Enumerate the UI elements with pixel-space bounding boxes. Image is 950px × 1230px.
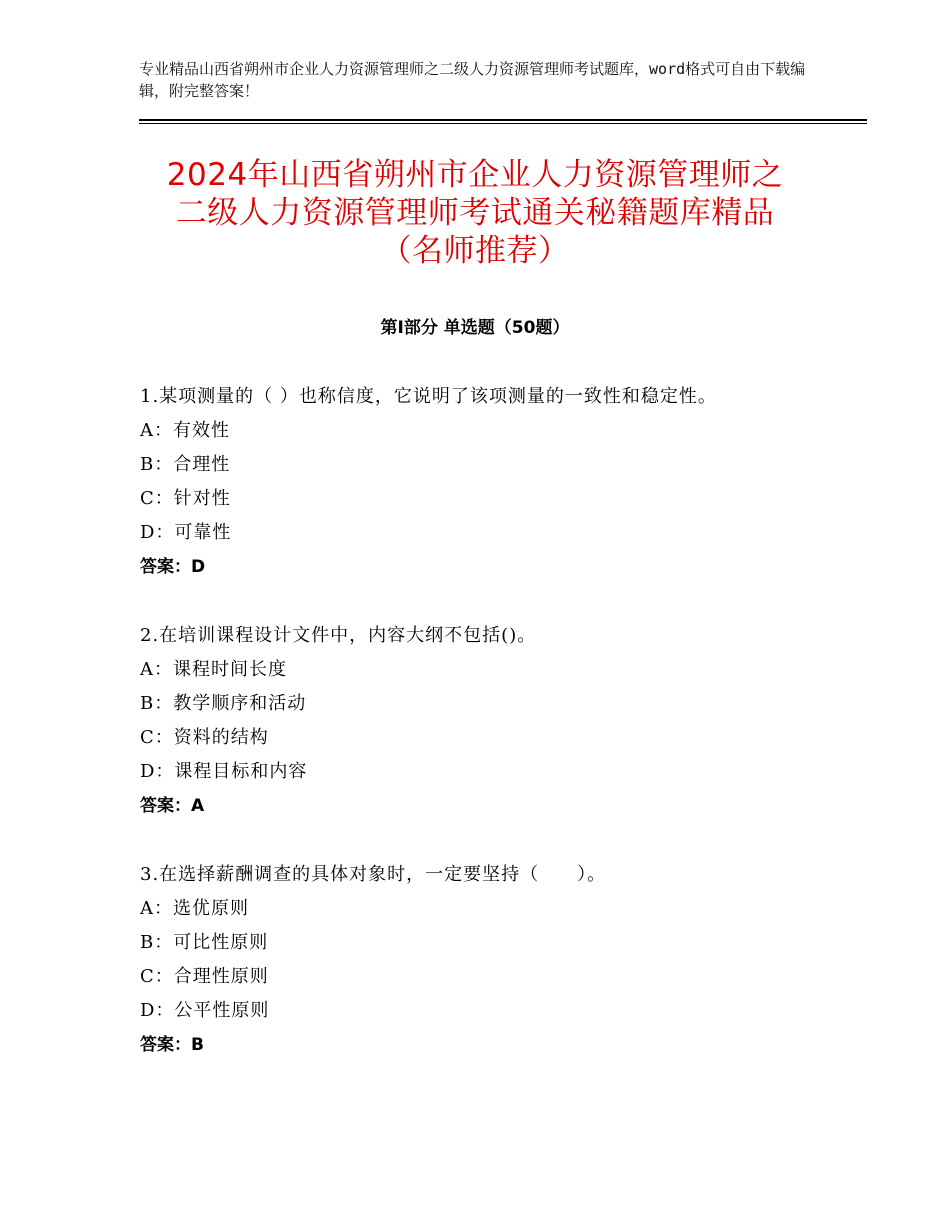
option-c: C：合理性原则: [140, 966, 269, 987]
header-note: 专业精品山西省朔州市企业人力资源管理师之二级人力资源管理师考试题库，word格式可自由下载编辑，附完整答案！: [139, 60, 806, 100]
question-stem: 2.在培训课程设计文件中，内容大纲不包括()。: [140, 625, 537, 646]
question-3: [140, 858, 860, 1062]
option-c: C：资料的结构: [140, 727, 269, 748]
document-title-line-3: （名师推荐）: [380, 233, 570, 269]
option-d: D：课程目标和内容: [140, 761, 308, 782]
answer: 答案：A: [140, 796, 205, 816]
option-b: B：合理性: [140, 454, 231, 475]
answer: 答案：B: [140, 1035, 204, 1055]
document-title-line-2: 二级人力资源管理师考试通关秘籍题库精品: [175, 195, 775, 231]
option-d: D：可靠性: [140, 522, 232, 543]
option-b: B：可比性原则: [140, 932, 269, 953]
option-b: B：教学顺序和活动: [140, 693, 307, 714]
document-title: [120, 156, 830, 270]
option-a: A：课程时间长度: [140, 659, 287, 680]
question-stem: 3.在选择薪酬调查的具体对象时，一定要坚持（ ）。: [140, 864, 607, 885]
option-a: A：有效性: [140, 420, 230, 441]
option-c: C：针对性: [140, 488, 231, 509]
question-stem: 1.某项测量的（ ）也称信度，它说明了该项测量的一致性和稳定性。: [140, 386, 717, 407]
header-divider-thin: [139, 123, 867, 124]
question-1: [140, 380, 860, 584]
question-2: [140, 619, 860, 823]
option-a: A：选优原则: [140, 898, 249, 919]
option-d: D：公平性原则: [140, 1000, 270, 1021]
section-title: 第Ⅰ部分 单选题（50题）: [380, 318, 570, 338]
document-title-line-1: 2024年山西省朔州市企业人力资源管理师之: [166, 157, 784, 193]
answer: 答案：D: [140, 557, 206, 577]
header-divider-thick: [139, 119, 867, 121]
